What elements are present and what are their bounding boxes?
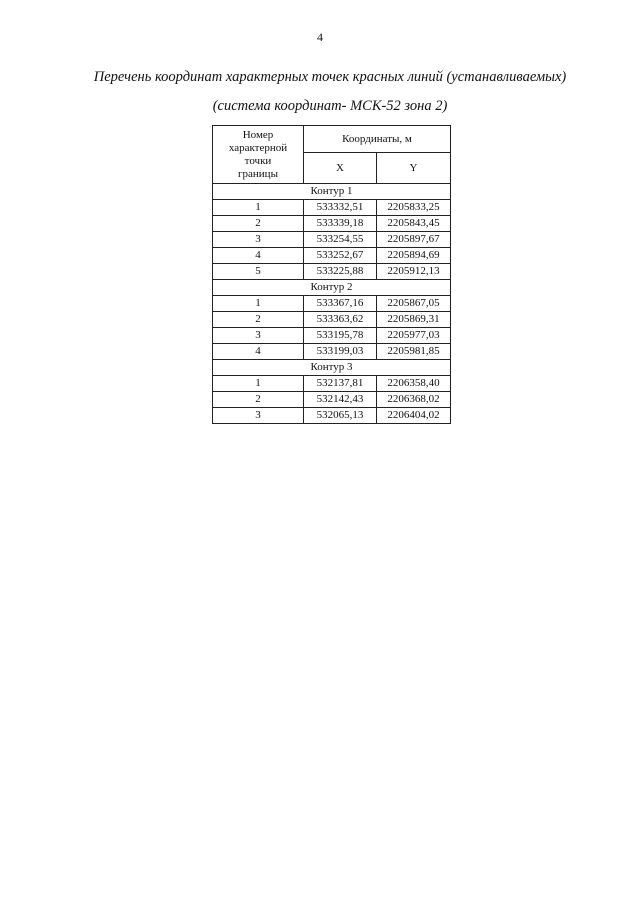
- table-row: [213, 344, 451, 360]
- y-coordinate-cell: 2206368,02: [377, 392, 451, 408]
- contour-row: [213, 184, 451, 200]
- table-row: [213, 264, 451, 280]
- x-coordinate-cell: 533199,03: [304, 344, 377, 360]
- table-row: [213, 312, 451, 328]
- page-number: 4: [317, 30, 323, 44]
- y-coordinate-cell: 2205843,45: [377, 216, 451, 232]
- header-point-number-text: Номер характерной точки границы: [228, 128, 288, 180]
- table-row: [213, 200, 451, 216]
- table-body: [213, 184, 451, 424]
- contour-row: [213, 280, 451, 296]
- point-number-cell: 4: [213, 248, 304, 264]
- x-coordinate-cell: 532065,13: [304, 408, 377, 424]
- coordinates-table: [212, 125, 451, 424]
- point-number-cell: 1: [213, 376, 304, 392]
- table-row: [213, 392, 451, 408]
- x-coordinate-cell: 533363,62: [304, 312, 377, 328]
- y-coordinate-cell: 2205977,03: [377, 328, 451, 344]
- point-number-cell: 2: [213, 312, 304, 328]
- x-coordinate-cell: 533225,88: [304, 264, 377, 280]
- x-coordinate-cell: 533195,78: [304, 328, 377, 344]
- point-number-cell: 2: [213, 392, 304, 408]
- point-number-cell: 3: [213, 232, 304, 248]
- y-coordinate-cell: 2206358,40: [377, 376, 451, 392]
- table-row: [213, 248, 451, 264]
- y-coordinate-cell: 2205981,85: [377, 344, 451, 360]
- y-coordinate-cell: 2206404,02: [377, 408, 451, 424]
- point-number-cell: 3: [213, 408, 304, 424]
- contour-label: Контур 2: [213, 280, 451, 296]
- point-number-cell: 2: [213, 216, 304, 232]
- header-y: Y: [377, 153, 451, 184]
- table-row: [213, 408, 451, 424]
- point-number-cell: 4: [213, 344, 304, 360]
- table-row: [213, 328, 451, 344]
- y-coordinate-cell: 2205912,13: [377, 264, 451, 280]
- contour-label: Контур 3: [213, 360, 451, 376]
- table-row: [213, 296, 451, 312]
- header-x: X: [304, 153, 377, 184]
- point-number-cell: 1: [213, 200, 304, 216]
- point-number-cell: 3: [213, 328, 304, 344]
- document-title: Перечень координат характерных точек красных линий (устанавливаемых): [93, 69, 567, 85]
- table-row: [213, 376, 451, 392]
- document-subtitle: (система координат- МСК-52 зона 2): [212, 98, 448, 114]
- x-coordinate-cell: 533332,51: [304, 200, 377, 216]
- table-row: [213, 232, 451, 248]
- x-coordinate-cell: 532137,81: [304, 376, 377, 392]
- x-coordinate-cell: 533367,16: [304, 296, 377, 312]
- x-coordinate-cell: 533339,18: [304, 216, 377, 232]
- x-coordinate-cell: 532142,43: [304, 392, 377, 408]
- y-coordinate-cell: 2205833,25: [377, 200, 451, 216]
- y-coordinate-cell: 2205894,69: [377, 248, 451, 264]
- point-number-cell: 1: [213, 296, 304, 312]
- header-point-number: [213, 126, 304, 184]
- contour-row: [213, 360, 451, 376]
- y-coordinate-cell: 2205867,05: [377, 296, 451, 312]
- table-row: [213, 216, 451, 232]
- x-coordinate-cell: 533252,67: [304, 248, 377, 264]
- contour-label: Контур 1: [213, 184, 451, 200]
- table-header: [213, 126, 451, 184]
- header-coordinates: Координаты, м: [304, 126, 451, 153]
- y-coordinate-cell: 2205869,31: [377, 312, 451, 328]
- point-number-cell: 5: [213, 264, 304, 280]
- y-coordinate-cell: 2205897,67: [377, 232, 451, 248]
- x-coordinate-cell: 533254,55: [304, 232, 377, 248]
